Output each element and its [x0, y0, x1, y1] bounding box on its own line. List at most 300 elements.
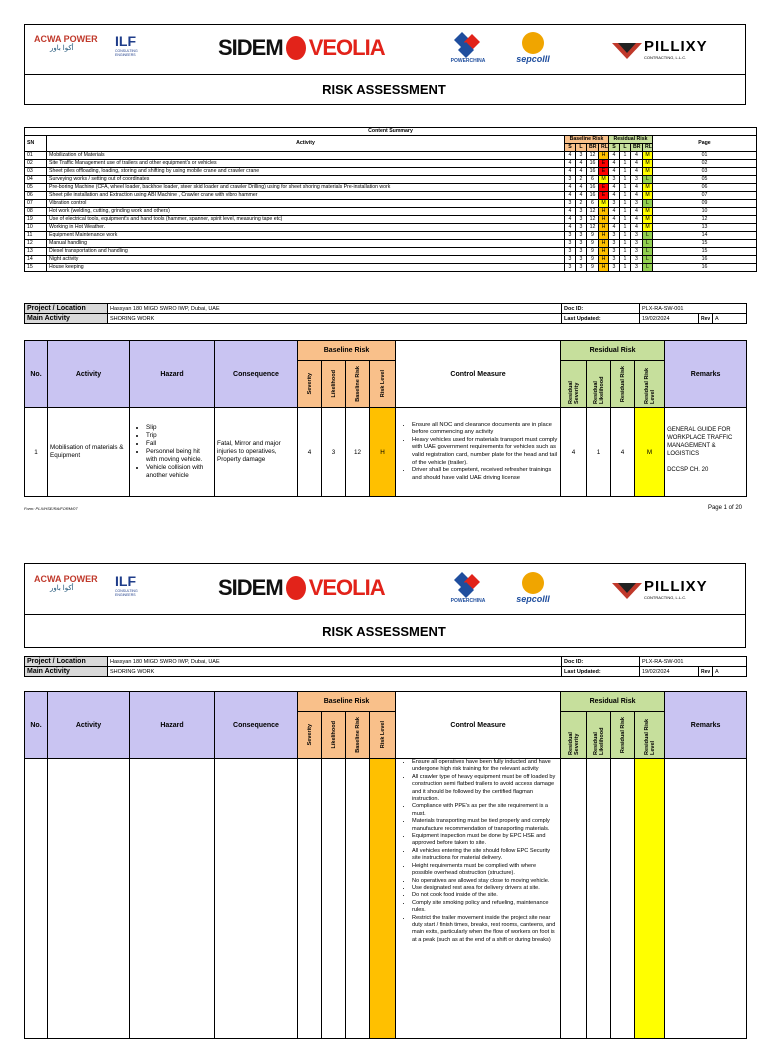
summary-baseline-br: 16 [587, 168, 599, 176]
summary-sn: 15 [25, 264, 47, 272]
powerchina-logo [438, 30, 498, 70]
page2-row-no-cell [25, 759, 48, 1039]
summary-sub-res-br: BR [631, 144, 643, 152]
summary-row [25, 208, 757, 216]
summary-residual-br: 3 [631, 200, 643, 208]
summary-sn: 01 [25, 152, 47, 160]
page2-ra-consequence-header: Consequence [215, 692, 298, 759]
summary-activity: Manual handling [47, 240, 565, 248]
control-measure-item: • Ensure all NOC and clearance documents are in place before commencing any activity [412, 422, 558, 437]
summary-activity: Sheet piles offloading, loading, storing and shifting by using mobile crane and crawler crane [47, 168, 565, 176]
summary-activity: Working in Hot Weather. [47, 224, 565, 232]
summary-residual-br: 4 [631, 184, 643, 192]
summary-page: 09 [653, 200, 757, 208]
pillixy-emblem-icon [612, 39, 642, 59]
page2-sepco-emblem-icon [522, 572, 544, 594]
sidem-logo-text: SIDEM [218, 35, 283, 60]
summary-baseline-l: 3 [576, 264, 587, 272]
summary-row [25, 256, 757, 264]
ra-row1-res-level: M [635, 408, 665, 497]
page2-risk-table [24, 691, 747, 1039]
summary-page: 16 [653, 256, 757, 264]
summary-row [25, 192, 757, 200]
summary-page: 05 [653, 176, 757, 184]
page2-ra-hazard-header: Hazard [130, 692, 215, 759]
page2-ra-res-level-header: Residual Risk Level [635, 712, 665, 759]
summary-activity: Sheet pile installation and Extraction using ABI Machine , Crawler crane with vibro hammer [47, 192, 565, 200]
summary-residual-l: 1 [620, 200, 631, 208]
summary-residual-l: 1 [620, 152, 631, 160]
summary-baseline-s: 4 [565, 184, 576, 192]
page2-doc-id-value: PLX-RA-SW-001 [640, 657, 747, 667]
page2-title: RISK ASSESSMENT [322, 624, 446, 639]
summary-title: Content Summary [25, 128, 757, 136]
page1-risk-table [24, 340, 747, 497]
summary-baseline-rl: H [599, 264, 609, 272]
page2-row-hazard-cell [130, 759, 215, 1039]
summary-baseline-l: 3 [576, 216, 587, 224]
page2-acwa-power-logo [34, 574, 104, 604]
summary-baseline-br: 9 [587, 248, 599, 256]
page2-row-res-level-cell [635, 759, 665, 1039]
page2-project-info [24, 656, 747, 677]
page2-row-likelihood-cell [322, 759, 346, 1039]
summary-sub-res-s: S [609, 144, 620, 152]
summary-residual-br: 4 [631, 192, 643, 200]
summary-baseline-rl: H [599, 216, 609, 224]
summary-activity: Site Traffic Management use of trailers and other equipment's or vehicles [47, 160, 565, 168]
summary-residual-s: 4 [609, 152, 620, 160]
summary-row [25, 176, 757, 184]
page2-ra-activity-header: Activity [48, 692, 130, 759]
ra-row1-res-likelihood: 1 [587, 408, 611, 497]
summary-sn-header: SN [25, 136, 47, 152]
rev-label: Rev [699, 314, 713, 324]
page2-powerchina-logo-text: POWERCHINA [450, 598, 486, 604]
page2-control-measure-item: • No operatives are allowed stay close to moving vehicle. [412, 878, 558, 885]
summary-residual-s: 3 [609, 240, 620, 248]
summary-residual-s: 4 [609, 160, 620, 168]
page2-sidem-veolia-logo [218, 574, 388, 602]
summary-baseline-l: 3 [576, 152, 587, 160]
summary-baseline-s: 4 [565, 168, 576, 176]
summary-residual-br: 4 [631, 216, 643, 224]
project-location-value: Hassyan 180 MIGD SWRO IWP, Dubai, UAE [108, 304, 562, 314]
powerchina-logo-text: POWERCHINA [450, 58, 486, 64]
page2-pillixy-emblem-icon [612, 579, 642, 599]
veolia-emblem-icon [286, 36, 306, 60]
summary-page: 16 [653, 264, 757, 272]
pillixy-logo [612, 34, 740, 64]
summary-baseline-s: 3 [565, 248, 576, 256]
summary-residual-l: 1 [620, 168, 631, 176]
summary-baseline-s: 3 [565, 240, 576, 248]
page2-row-baseline-cell [346, 759, 370, 1039]
summary-baseline-l: 4 [576, 184, 587, 192]
page2-powerchina-emblem-icon [452, 570, 484, 598]
summary-baseline-s: 3 [565, 256, 576, 264]
summary-baseline-rl: H [599, 256, 609, 264]
page2-ra-row-continued [25, 759, 747, 1039]
summary-baseline-l: 4 [576, 192, 587, 200]
summary-baseline-rl: H [599, 240, 609, 248]
page2-sepco-logo [508, 572, 558, 610]
ra-baseline-risk-header: Baseline Risk [346, 361, 370, 408]
page2-row-remarks-cell [665, 759, 747, 1039]
summary-residual-rl: L [643, 200, 653, 208]
page2-control-measure-item: • Materials transporting must be tied properly and comply manufacture recommendation of transporting materials. [412, 818, 558, 833]
summary-baseline-l: 4 [576, 168, 587, 176]
page2-ra-baseline-header: Baseline Risk [298, 692, 396, 712]
page2-ra-likelihood-header: Likelihood [322, 712, 346, 759]
summary-residual-rl: L [643, 248, 653, 256]
veolia-logo-text: VEOLIA [308, 35, 385, 60]
summary-residual-rl: L [643, 264, 653, 272]
summary-sn: 04 [25, 176, 47, 184]
summary-activity: Hot work (welding, cutting, grinding work and others) [47, 208, 565, 216]
summary-baseline-br: 9 [587, 256, 599, 264]
summary-page: 07 [653, 192, 757, 200]
summary-baseline-s: 4 [565, 152, 576, 160]
summary-residual-br: 3 [631, 176, 643, 184]
ra-res-severity-header: Residual Severity [561, 361, 587, 408]
ra-row1-res-severity: 4 [561, 408, 587, 497]
summary-page-header: Page [653, 136, 757, 152]
ra-row1-severity: 4 [298, 408, 322, 497]
rev-value: A [713, 314, 747, 324]
ra-consequence-header: Consequence [215, 341, 298, 408]
summary-sn: 03 [25, 168, 47, 176]
ra-activity-header: Activity [48, 341, 130, 408]
ilf-logo-sub: CONSULTING ENGINEERS [115, 49, 138, 57]
summary-sub-l: L [576, 144, 587, 152]
summary-row [25, 248, 757, 256]
page2-ra-residual-header: Residual Risk [561, 692, 665, 712]
page2-veolia-logo-text: VEOLIA [308, 575, 385, 600]
summary-baseline-rl: H [599, 224, 609, 232]
summary-activity: Diesel transportation and handling [47, 248, 565, 256]
page1-title: RISK ASSESSMENT [322, 82, 446, 97]
summary-baseline-l: 3 [576, 256, 587, 264]
summary-row [25, 160, 757, 168]
summary-baseline-rl: E [599, 168, 609, 176]
page2-ra-res-likelihood-header: Residual Likelihood [587, 712, 611, 759]
hazard-item: • Vehicle collision with another vehicle [146, 464, 212, 480]
summary-page: 02 [653, 160, 757, 168]
summary-residual-l: 1 [620, 240, 631, 248]
page2-control-measure-item: • Restrict the trailer movement inside the project site near duty start / finish times, breaks, rest rooms, canteens, and main exits, particularly when the flow of workers on foot is at a peak (such as at the end of a shift or during breaks) [412, 915, 558, 945]
summary-page: 12 [653, 216, 757, 224]
summary-residual-br: 3 [631, 232, 643, 240]
summary-baseline-l: 3 [576, 232, 587, 240]
summary-residual-rl: L [643, 240, 653, 248]
summary-row [25, 216, 757, 224]
summary-baseline-s: 4 [565, 160, 576, 168]
summary-baseline-br: 16 [587, 184, 599, 192]
control-measure-item: • Driver shall be competent, received refresher trainings and should have valid UAE driving license [412, 467, 558, 482]
summary-baseline-s: 3 [565, 264, 576, 272]
main-activity-value: SHORING WORK [108, 314, 562, 324]
summary-sub-rl: RL [599, 144, 609, 152]
summary-baseline-s: 3 [565, 200, 576, 208]
summary-baseline-br: 9 [587, 240, 599, 248]
page2-acwa-logo-arabic: أكوا باور [50, 585, 74, 592]
hazard-item: • Personnel being hit with moving vehicle. [146, 448, 212, 464]
page2-rev-label: Rev [699, 667, 713, 677]
summary-baseline-rl: M [599, 176, 609, 184]
page2-row-severity-cell [298, 759, 322, 1039]
summary-baseline-s: 4 [565, 208, 576, 216]
page2-veolia-emblem-icon [286, 576, 306, 600]
summary-baseline-s: 3 [565, 232, 576, 240]
summary-residual-s: 4 [609, 224, 620, 232]
acwa-power-logo [34, 34, 104, 64]
summary-residual-l: 1 [620, 184, 631, 192]
summary-residual-s: 3 [609, 232, 620, 240]
page2-ra-severity-header: Severity [298, 712, 322, 759]
summary-activity: House keeping [47, 264, 565, 272]
summary-sub-s: S [565, 144, 576, 152]
summary-page: 14 [653, 232, 757, 240]
summary-baseline-rl: H [599, 208, 609, 216]
summary-sn: 07 [25, 200, 47, 208]
remarks-dccsp: DCCSP CH. 20 [667, 467, 709, 473]
summary-sn: 08 [25, 208, 47, 216]
page2-ra-baseline-risk-header: Baseline Risk [346, 712, 370, 759]
summary-baseline-l: 2 [576, 200, 587, 208]
ra-no-header: No. [25, 341, 48, 408]
summary-baseline-br: 12 [587, 224, 599, 232]
ra-row1-consequence: Fatal, Mirror and major injuries to operatives, Property damage [215, 408, 298, 497]
ra-baseline-header: Baseline Risk [298, 341, 396, 361]
page2-row-res-likelihood-cell [587, 759, 611, 1039]
summary-baseline-rl: E [599, 160, 609, 168]
summary-residual-br: 3 [631, 248, 643, 256]
page2-control-measure-item: • Ensure all operatives have been fully inducted and have undergone high risk training for the relevant activity [412, 759, 558, 774]
summary-residual-rl: M [643, 152, 653, 160]
page2-doc-id-label: Doc ID: [562, 657, 640, 667]
control-list [398, 422, 558, 483]
summary-baseline-br: 9 [587, 232, 599, 240]
page2-ra-control-header: Control Measure [396, 692, 561, 759]
ra-risk-level-header: Risk Level [370, 361, 396, 408]
summary-residual-s: 4 [609, 184, 620, 192]
page1-project-info [24, 303, 747, 324]
summary-residual-s: 3 [609, 264, 620, 272]
summary-baseline-rl: E [599, 184, 609, 192]
page2-control-measure-item: • Height requirements must be complied with where possible overhead obstruction (structure). [412, 863, 558, 878]
summary-residual-l: 1 [620, 232, 631, 240]
ra-row1-risk-level: H [370, 408, 396, 497]
page2-header-divider [24, 614, 746, 615]
summary-baseline-br: 12 [587, 208, 599, 216]
summary-row [25, 240, 757, 248]
summary-baseline-l: 2 [576, 176, 587, 184]
summary-activity-header: Activity [47, 136, 565, 152]
summary-activity: Vibration control [47, 200, 565, 208]
ilf-logo-text: ILF [115, 33, 136, 49]
ra-res-level-header: Residual Risk Level [635, 361, 665, 408]
summary-sn: 19 [25, 216, 47, 224]
summary-residual-rl: L [643, 232, 653, 240]
ra-res-likelihood-header: Residual Likelihood [587, 361, 611, 408]
ra-row1-controls [396, 408, 561, 497]
summary-residual-l: 1 [620, 248, 631, 256]
summary-residual-l: 1 [620, 264, 631, 272]
ra-row1-hazards [130, 408, 215, 497]
summary-baseline-br: 6 [587, 176, 599, 184]
summary-baseline-rl: H [599, 232, 609, 240]
hazard-item: • Slip [146, 424, 212, 432]
summary-baseline-br: 9 [587, 264, 599, 272]
page2-control-measure-item: • Equipment inspection must be done by EPC HSE and approved before taken to site. [412, 833, 558, 848]
summary-activity: Night activity [47, 256, 565, 264]
summary-page: 03 [653, 168, 757, 176]
page2-rev-value: A [713, 667, 747, 677]
page2-control-measure-item: • Use designated rest area for delivery drivers at site. [412, 885, 558, 892]
summary-page: 15 [653, 248, 757, 256]
summary-sub-res-rl: RL [643, 144, 653, 152]
page2-acwa-logo-text: ACWA POWER [34, 574, 98, 584]
page2-powerchina-logo [438, 570, 498, 610]
summary-baseline-s: 3 [565, 176, 576, 184]
summary-residual-l: 1 [620, 160, 631, 168]
summary-baseline-l: 4 [576, 160, 587, 168]
page2-row-consequence-cell [215, 759, 298, 1039]
page2-main-activity-label: Main Activity [25, 667, 108, 677]
ra-severity-header: Severity [298, 361, 322, 408]
summary-row [25, 224, 757, 232]
sepco-emblem-icon [522, 32, 544, 54]
summary-activity: Equipment Maintenance work [47, 232, 565, 240]
ilf-logo [115, 33, 155, 63]
summary-baseline-l: 3 [576, 224, 587, 232]
acwa-logo-arabic: أكوا باور [50, 45, 74, 52]
page2-sepco-logo-text: sepcoIII [516, 594, 550, 604]
hazard-item: • Fall [146, 440, 212, 448]
doc-id-label: Doc ID: [562, 304, 640, 314]
ra-remarks-header: Remarks [665, 341, 747, 408]
summary-residual-s: 3 [609, 176, 620, 184]
summary-baseline-l: 3 [576, 248, 587, 256]
summary-baseline-br: 12 [587, 152, 599, 160]
summary-sn: 12 [25, 240, 47, 248]
page2-control-measure-item: • All crawler type of heavy equipment must be off loaded by construction semi flatbed trailers to avoid access damage and it should be followed by the certified flagman instruction. [412, 774, 558, 804]
summary-activity: Mobilization of Materials [47, 152, 565, 160]
pillixy-logo-sub: CONTRACTING, L.L.C. [644, 55, 687, 60]
summary-baseline-rl: H [599, 152, 609, 160]
acwa-logo-text: ACWA POWER [34, 34, 98, 44]
summary-row [25, 264, 757, 272]
page2-pillixy-logo-text: PILLIXY [644, 578, 708, 595]
summary-sub-res-l: L [620, 144, 631, 152]
summary-residual-rl: M [643, 216, 653, 224]
page2-ra-res-severity-header: Residual Severity [561, 712, 587, 759]
ra-res-risk-header: Residual Risk [611, 361, 635, 408]
last-updated-value: 19/02/2024 [640, 314, 699, 324]
summary-baseline-br: 12 [587, 216, 599, 224]
summary-residual-rl: M [643, 224, 653, 232]
summary-residual-l: 1 [620, 216, 631, 224]
summary-sn: 13 [25, 248, 47, 256]
ra-row1-res-risk: 4 [611, 408, 635, 497]
page2-row-activity-cell [48, 759, 130, 1039]
page2-row-res-risk-cell [611, 759, 635, 1039]
page2-last-updated-label: Last Updated: [562, 667, 640, 677]
page2-sidem-logo-text: SIDEM [218, 575, 283, 600]
summary-sn: 06 [25, 192, 47, 200]
summary-baseline-l: 3 [576, 208, 587, 216]
summary-sn: 11 [25, 232, 47, 240]
powerchina-emblem-icon [452, 30, 484, 58]
summary-residual-br: 4 [631, 168, 643, 176]
summary-baseline-br: 16 [587, 192, 599, 200]
page2-control-measure-item: • All vehicles entering the site should follow EPC Security site instructions for material delivery. [412, 848, 558, 863]
page2-controls-cell [396, 759, 561, 1039]
summary-row [25, 232, 757, 240]
doc-id-value: PLX-RA-SW-001 [640, 304, 747, 314]
sepco-logo [508, 32, 558, 70]
page2-ra-remarks-header: Remarks [665, 692, 747, 759]
summary-residual-l: 1 [620, 224, 631, 232]
summary-residual-l: 1 [620, 176, 631, 184]
summary-sn: 05 [25, 184, 47, 192]
page2-control-list [398, 759, 558, 944]
summary-row [25, 200, 757, 208]
sepco-logo-text: sepcoIII [516, 54, 550, 64]
summary-residual-l: 1 [620, 208, 631, 216]
summary-residual-s: 3 [609, 200, 620, 208]
summary-residual-s: 3 [609, 256, 620, 264]
summary-page: 10 [653, 208, 757, 216]
summary-residual-br: 3 [631, 264, 643, 272]
summary-residual-rl: M [643, 192, 653, 200]
page2-ilf-logo-text: ILF [115, 573, 136, 589]
summary-baseline-header: Baseline Risk [565, 136, 609, 144]
summary-residual-br: 4 [631, 160, 643, 168]
summary-residual-br: 3 [631, 240, 643, 248]
ra-row1-no: 1 [25, 408, 48, 497]
summary-residual-br: 3 [631, 256, 643, 264]
page2-control-measure-item: • Comply site smoking policy and refueling, maintenance rules. [412, 900, 558, 915]
summary-activity: Surveying works / setting out of coordinates [47, 176, 565, 184]
summary-residual-l: 1 [620, 192, 631, 200]
ra-residual-header: Residual Risk [561, 341, 665, 361]
summary-sn: 10 [25, 224, 47, 232]
summary-residual-s: 3 [609, 248, 620, 256]
page2-ra-no-header: No. [25, 692, 48, 759]
summary-residual-rl: M [643, 184, 653, 192]
summary-sn: 02 [25, 160, 47, 168]
page2-project-location-value: Hassyan 180 MIGD SWRO IWP, Dubai, UAE [108, 657, 562, 667]
summary-residual-rl: L [643, 256, 653, 264]
ra-row1-likelihood: 3 [322, 408, 346, 497]
summary-residual-br: 4 [631, 152, 643, 160]
last-updated-label: Last Updated: [562, 314, 640, 324]
summary-activity: Use of electrical tools, equipment's and hand tools (hammer, spanner, spirit level, measuring tape etc) [47, 216, 565, 224]
hazard-list [132, 424, 212, 480]
ra-row1-activity: Mobilisation of materials & Equipment [48, 408, 130, 497]
ra-row1-baseline-risk: 12 [346, 408, 370, 497]
summary-baseline-l: 3 [576, 240, 587, 248]
project-location-label: Project / Location [25, 304, 108, 314]
summary-residual-header: Residual Risk [609, 136, 653, 144]
main-activity-label: Main Activity [25, 314, 108, 324]
summary-residual-rl: M [643, 208, 653, 216]
page2-ilf-logo-sub: CONSULTING ENGINEERS [115, 589, 138, 597]
summary-residual-br: 4 [631, 224, 643, 232]
summary-page: 13 [653, 224, 757, 232]
